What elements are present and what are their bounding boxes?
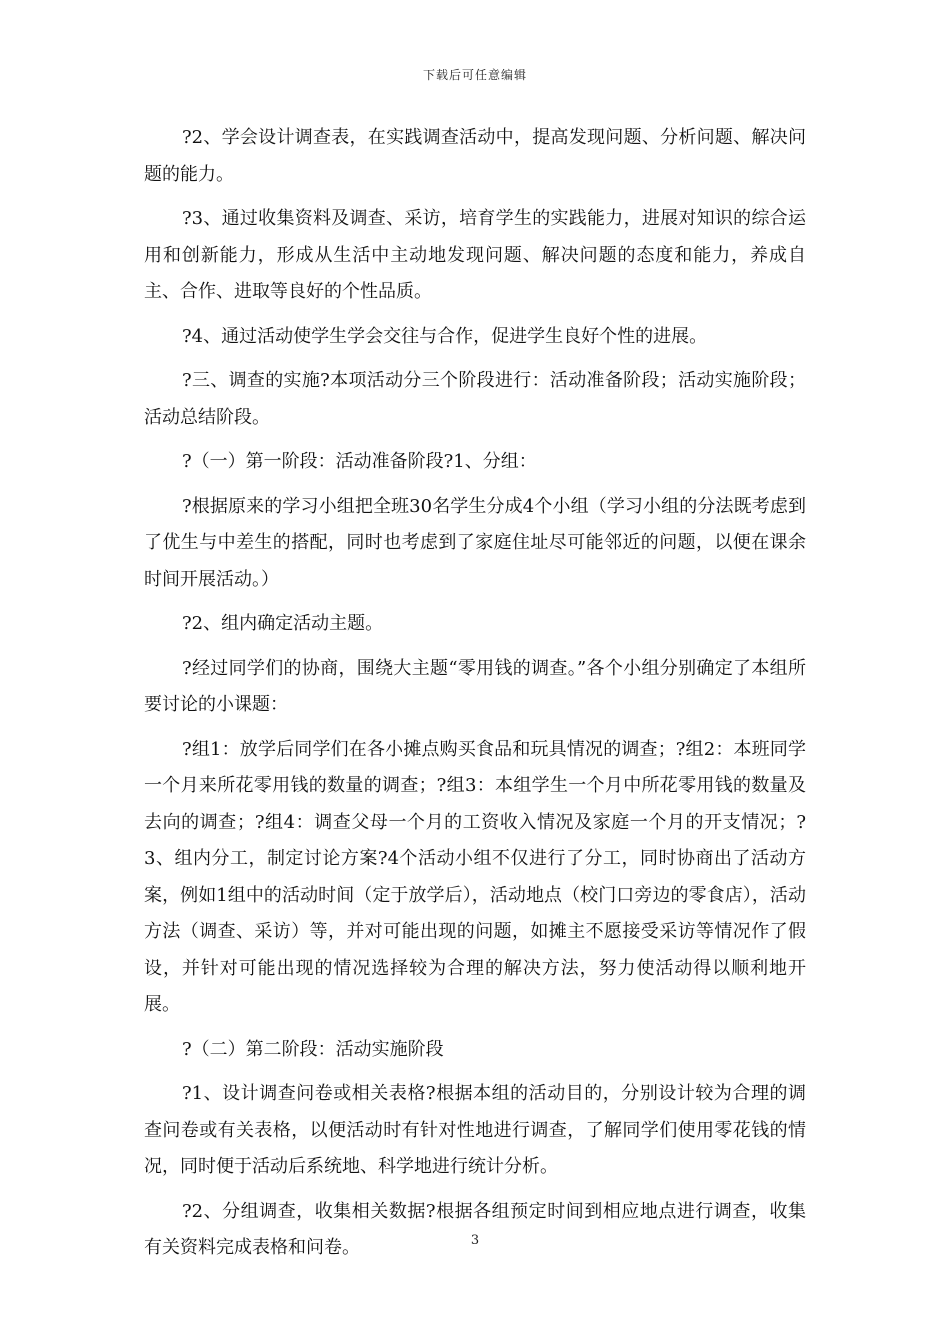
paragraph: ?3、通过收集资料及调查、采访，培育学生的实践能力，进展对知识的综合运用和创新能力，形成从生活中主动地发现问题、解决问题的态度和能力，养成自主、合作、进取等良好的个性品质。 <box>144 208 806 302</box>
document-body <box>144 120 806 1275</box>
paragraph: ?2、组内确定活动主题。 <box>182 613 384 634</box>
paragraph: ?根据原来的学习小组把全班30名学生分成4个小组（学习小组的分法既考虑到了优生与中差生的搭配，同时也考虑到了家庭住址尽可能邻近的问题，以便在课余时间开展活动。） <box>144 495 806 590</box>
paragraph: ?（一）第一阶段：活动准备阶段?1、分组： <box>182 451 537 472</box>
page-number: 3 <box>470 1233 480 1248</box>
paragraph: ?2、学会设计调查表，在实践调查活动中，提高发现问题、分析问题、解决问题的能力。 <box>144 127 806 185</box>
paragraph: ?（二）第二阶段：活动实施阶段 <box>182 1038 444 1060</box>
paragraph: ?组1：放学后同学们在各小摊点购买食品和玩具情况的调查；?组2：本班同学一个月来所花零用钱的数量的调查；?组3：本组学生一个月中所花零用钱的数量及去向的调查；?组4：调查父母一个月的工资收入情况及家庭一个月的开支情况；?3、组内分工，制定讨论方案?4个活动小组不仅进行了分工，同时协商出了活动方案，例如1组中的活动时间（定于放学后），活动地点（校门口旁边的零食店），活动方法（调查、采访）等，并对可能出现的问题，如摊主不愿接受采访等情况作了假设，并针对可能出现的情况选择较为合理的解决方法，努力使活动得以顺利地开展。 <box>144 738 806 1015</box>
paragraph: ?1、设计调查问卷或相关表格?根据本组的活动目的，分别设计较为合理的调查问卷或有关表格，以便活动时有针对性地进行调查，了解同学们使用零花钱的情况，同时便于活动后系统地、科学地进行统计分析。 <box>144 1083 806 1177</box>
paragraph: ?经过同学们的协商，围绕大主题“零用钱的调查。”各个小组分别确定了本组所要讨论的小课题： <box>144 657 806 715</box>
paragraph: ?三、调查的实施?本项活动分三个阶段进行：活动准备阶段；活动实施阶段；活动总结阶段。 <box>144 370 806 428</box>
paragraph: ?2、分组调查，收集相关数据?根据各组预定时间到相应地点进行调查，收集有关资料完成表格和问卷。 <box>144 1200 806 1258</box>
page-header: 下载后可任意编辑 <box>422 68 527 82</box>
paragraph: ?4、通过活动使学生学会交往与合作，促进学生良好个性的进展。 <box>182 325 708 347</box>
